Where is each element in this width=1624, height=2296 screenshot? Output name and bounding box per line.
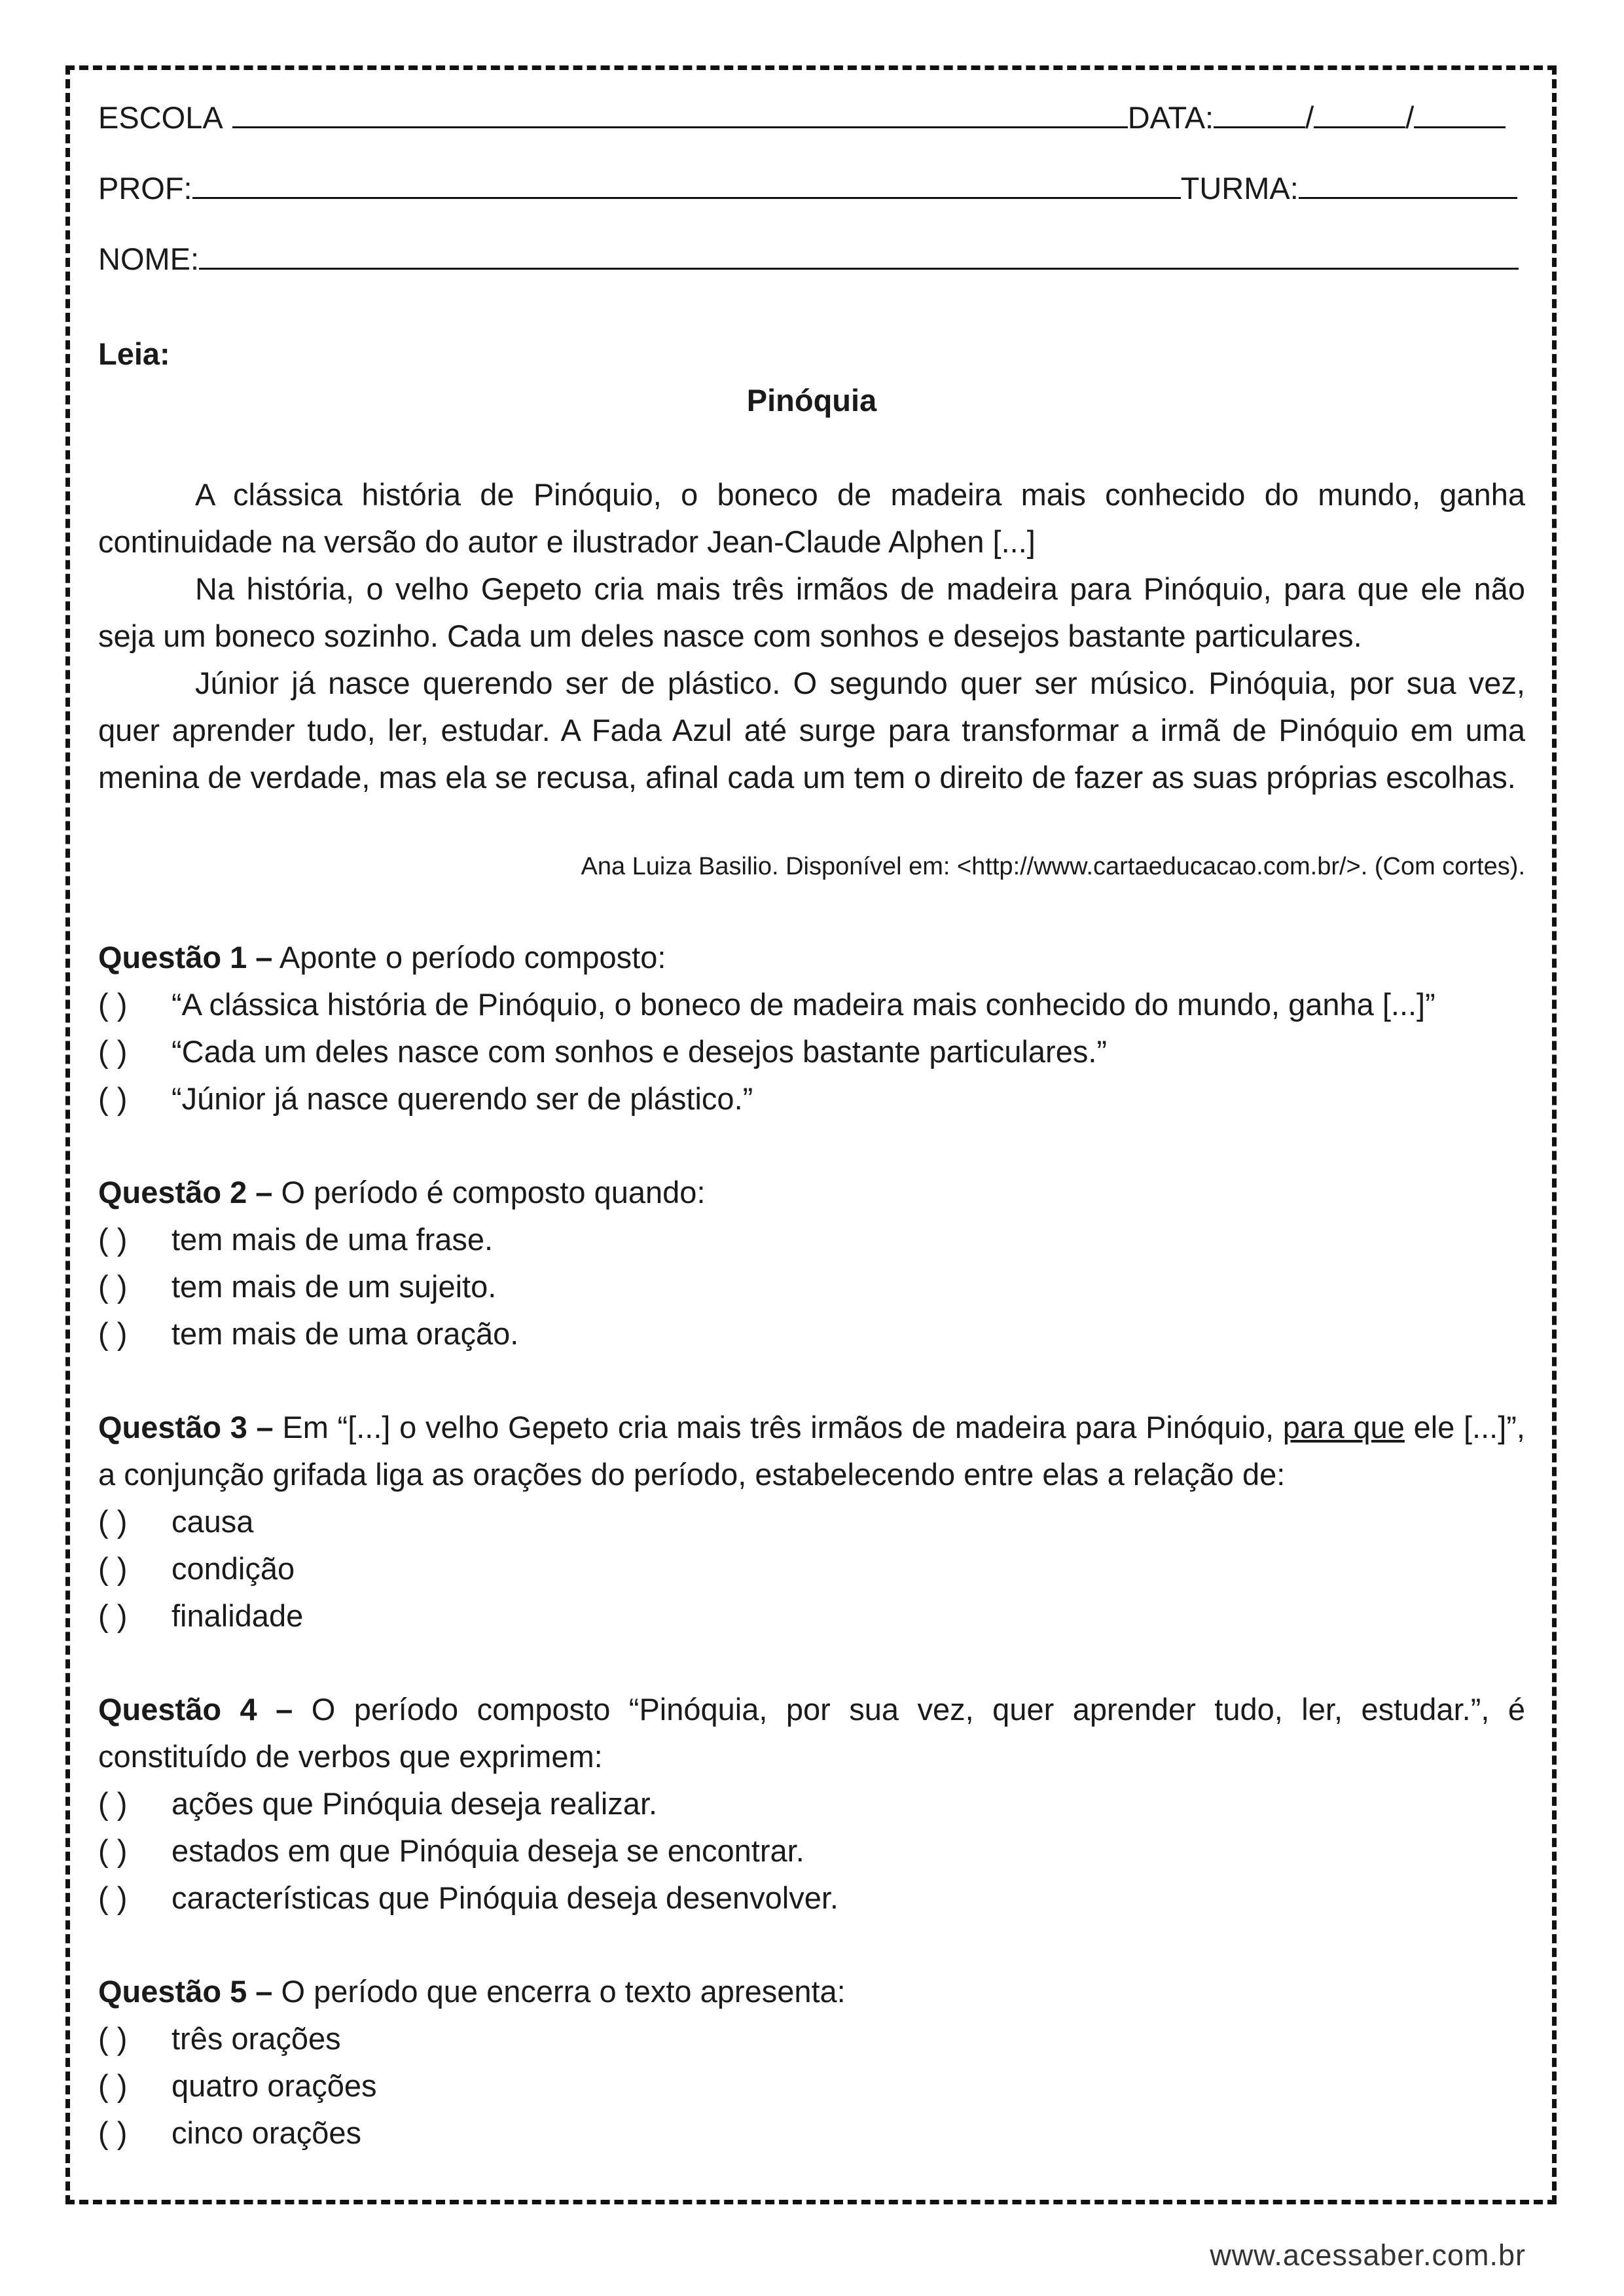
question-5-option-c[interactable]: ( ) cinco orações	[98, 2109, 1525, 2157]
school-field[interactable]	[232, 100, 1128, 128]
checkbox[interactable]: ( )	[98, 1833, 128, 1868]
class-label: TURMA:	[1180, 171, 1299, 206]
checkbox[interactable]: ( )	[98, 1316, 128, 1351]
date-slash-1: /	[1305, 100, 1314, 135]
question-1-option-a[interactable]: ( ) “A clássica história de Pinóquio, o boneco de madeira mais conhecido do mundo, ganha [...]”	[98, 981, 1525, 1028]
question-4: Questão 4 – O período composto “Pinóquia, por sua vez, quer aprender tudo, ler, estudar.”, é constituído de verbos que exprimem:	[98, 1692, 1525, 1774]
checkbox[interactable]: ( )	[98, 2068, 128, 2103]
question-3-option-c[interactable]: ( ) finalidade	[98, 1592, 1525, 1640]
text-title: Pinóquia	[746, 383, 877, 418]
question-1: Questão 1 – Aponte o período composto:	[98, 940, 666, 975]
checkbox[interactable]: ( )	[98, 1880, 128, 1915]
paragraph-3: Júnior já nasce querendo ser de plástico. O segundo quer ser músico. Pinóquia, por sua vez, quer aprender tudo, ler, estudar. A Fada Azul até surge para transformar a irmã de Pinóquio em uma menina de verdade, mas ela se recusa, afinal cada um tem o direito de fazer as suas próprias escolhas.	[98, 666, 1525, 795]
checkbox[interactable]: ( )	[98, 1034, 128, 1069]
checkbox[interactable]: ( )	[98, 987, 128, 1022]
question-4-option-c[interactable]: ( ) características que Pinóquia deseja desenvolver.	[98, 1874, 1525, 1922]
checkbox[interactable]: ( )	[98, 1504, 128, 1539]
question-4-option-a[interactable]: ( ) ações que Pinóquia deseja realizar.	[98, 1780, 1525, 1827]
checkbox[interactable]: ( )	[98, 1598, 128, 1633]
date-day-field[interactable]	[1214, 100, 1305, 128]
question-1-option-c[interactable]: ( ) “Júnior já nasce querendo ser de plástico.”	[98, 1075, 1525, 1122]
name-row	[98, 240, 1525, 279]
school-row	[98, 98, 1525, 137]
date-slash-2: /	[1405, 100, 1415, 135]
question-4-option-b[interactable]: ( ) estados em que Pinóquia deseja se encontrar.	[98, 1827, 1525, 1874]
checkbox[interactable]: ( )	[98, 2021, 128, 2056]
question-2-option-a[interactable]: ( ) tem mais de uma frase.	[98, 1216, 1525, 1263]
question-5-option-a[interactable]: ( ) três orações	[98, 2015, 1525, 2062]
underlined-conjunction: para que	[1282, 1410, 1405, 1444]
name-field[interactable]	[199, 242, 1519, 270]
checkbox[interactable]: ( )	[98, 1786, 128, 1821]
checkbox[interactable]: ( )	[98, 1269, 128, 1304]
checkbox[interactable]: ( )	[98, 2115, 128, 2150]
question-2: Questão 2 – O período é composto quando:	[98, 1175, 706, 1210]
date-year-field[interactable]	[1414, 100, 1506, 128]
paragraph-2: Na história, o velho Gepeto cria mais três irmãos de madeira para Pinóquio, para que ele não seja um boneco sozinho. Cada um deles nasce com sonhos e desejos bastante particulares.	[98, 571, 1525, 653]
question-5-option-b[interactable]: ( ) quatro orações	[98, 2062, 1525, 2109]
read-instruction: Leia:	[98, 336, 170, 371]
checkbox[interactable]: ( )	[98, 1081, 128, 1116]
question-1-option-b[interactable]: ( ) “Cada um deles nasce com sonhos e desejos bastante particulares.”	[98, 1028, 1525, 1075]
question-3-option-b[interactable]: ( ) condição	[98, 1545, 1525, 1592]
question-2-option-b[interactable]: ( ) tem mais de um sujeito.	[98, 1263, 1525, 1310]
name-label: NOME:	[98, 242, 200, 276]
teacher-label: PROF:	[98, 171, 192, 206]
teacher-row	[98, 169, 1525, 208]
question-5: Questão 5 – O período que encerra o texto apresenta:	[98, 1974, 846, 2009]
question-2-option-c[interactable]: ( ) tem mais de uma oração.	[98, 1310, 1525, 1357]
school-label: ESCOLA	[98, 100, 223, 135]
paragraph-1: A clássica história de Pinóquio, o boneco de madeira mais conhecido do mundo, ganha continuidade na versão do autor e ilustrador Jean-Claude Alphen [...]	[98, 477, 1525, 559]
teacher-field[interactable]	[192, 171, 1181, 199]
date-label: DATA:	[1127, 100, 1214, 135]
class-field[interactable]	[1299, 171, 1517, 199]
checkbox[interactable]: ( )	[98, 1551, 128, 1586]
source-citation: Ana Luiza Basilio. Disponível em: <http://www.cartaeducacao.com.br/>. (Com cortes).	[581, 853, 1525, 880]
question-3-option-a[interactable]: ( ) causa	[98, 1498, 1525, 1545]
footer-website: www.acessaber.com.br	[1210, 2238, 1526, 2272]
checkbox[interactable]: ( )	[98, 1222, 128, 1257]
question-3: Questão 3 – Em “[...] o velho Gepeto cria mais três irmãos de madeira para Pinóquio, para que ele [...]”, a conjunção grifada liga as orações do período, estabelecendo entre elas a relação de:	[98, 1410, 1525, 1492]
date-month-field[interactable]	[1314, 100, 1405, 128]
